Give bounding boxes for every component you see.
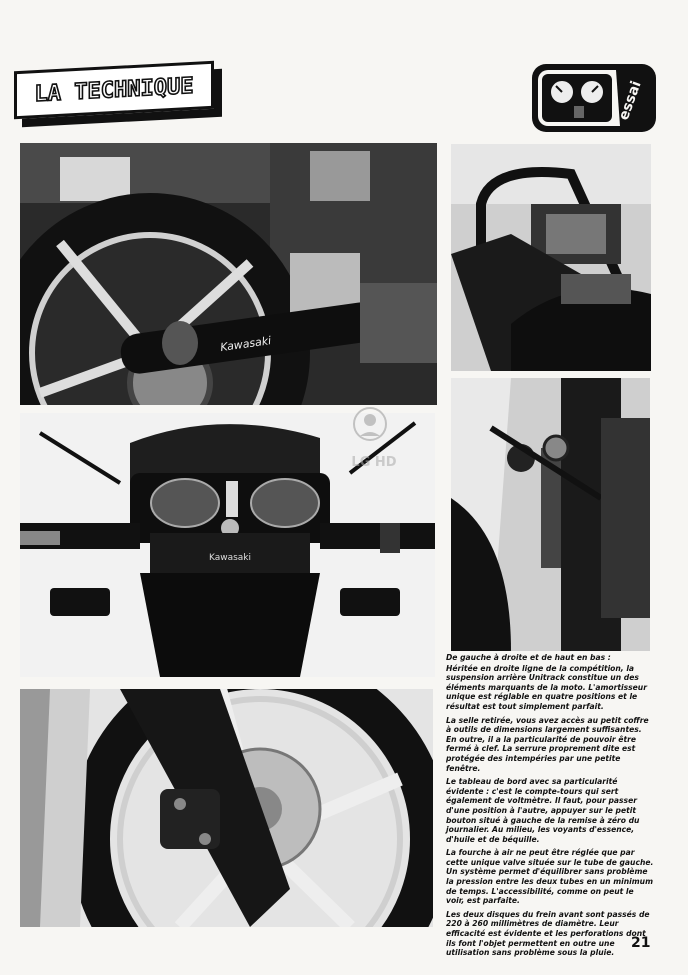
caption-paragraph: Le tableau de bord avec sa particularité évidente : c'est le compte-tours qui sert également de voltmètre. Il faut, pour passer d'une position à l'autre, appuyer sur le petit bouton situé à gauche de la remise à zéro du journalier. Au milieu, les voyants d'essence, d'huile et de béquille. <box>446 777 640 844</box>
page-number: 21 <box>631 935 651 951</box>
photo-toolbox <box>451 144 651 371</box>
photo-rear-suspension <box>20 143 437 405</box>
tachometer <box>251 479 319 527</box>
essai-badge <box>530 62 658 134</box>
caption-paragraph: La selle retirée, vous avez accès au petit coffre à outils de dimensions largement suffisantes. En outre, il a la particularité de pouvoir être fermé à clef. La serrure proprement dite est protégée des intempéries par une petite fenêtre. <box>446 715 649 773</box>
photo-brake-disc <box>20 689 433 927</box>
badge-label: essai <box>615 78 645 123</box>
exhaust-brand-text: Kawasaki <box>219 334 272 355</box>
dashboard-brand-text: Kawasaki <box>208 553 252 563</box>
caption-intro: De gauche à droite et de haut en bas : <box>446 653 611 662</box>
watermark <box>352 406 396 480</box>
watermark-text: LG HD <box>352 455 396 470</box>
caption-paragraph: Les deux disques du frein avant sont passés de 220 à 260 millimètres de diamètre. Leur efficacité est évidente et les perforations dont ils font l'objet permettent en outre une utilisation sans problème sous la pluie. <box>446 909 650 958</box>
photo-caption <box>446 653 654 962</box>
speedometer <box>151 479 219 527</box>
section-heading <box>14 66 222 122</box>
heading-title: LA TECHNIQUE <box>34 73 194 107</box>
caption-paragraph: Héritée en droite ligne de la compétition, la suspension arrière Unitrack constitue un des éléments marquants de la moto. L'amortisseur unique est réglable en quatre positions et le résultat est tout simplement parfait. <box>446 663 647 711</box>
photo-front-fork <box>451 378 650 651</box>
caption-paragraph: La fourche à air ne peut être réglée que par cette unique valve située sur le tube de gauche. Un système permet d'équilibrer sans problème la pression entre les deux tubes en un minimum de temps. L'accessibilité, comme on peut le voir, est parfaite. <box>446 848 654 906</box>
